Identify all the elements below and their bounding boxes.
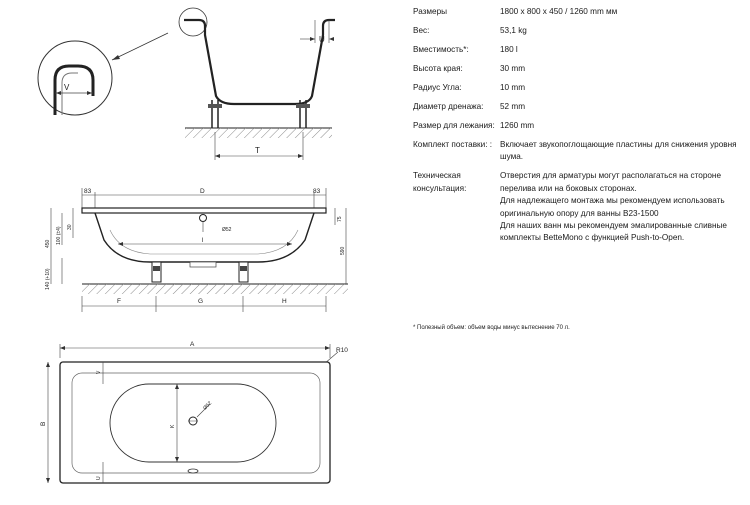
spec-label: Техническая консультация:	[413, 171, 467, 193]
spec-row	[413, 139, 743, 164]
spec-value: 52 mm	[500, 102, 526, 111]
top-view	[40, 341, 348, 483]
top-u-label: U	[96, 476, 102, 480]
side-140-label: 140 (+10)	[45, 268, 51, 290]
side-d52-label: Ø52	[222, 227, 232, 233]
side-83-right: 83	[313, 188, 321, 195]
spec-value-line: Отверстия для арматуры могут располагаться на стороне перелива или на боковых сторонах.	[500, 171, 721, 193]
side-590-label: 590	[340, 246, 346, 255]
side-view	[45, 188, 348, 312]
section-t-label: T	[255, 146, 260, 155]
spec-value: 1260 mm	[500, 121, 535, 130]
spec-label: Комплект поставки: :	[413, 140, 493, 149]
spec-value: 1800 x 800 x 450 / 1260 mm мм	[500, 7, 618, 16]
spec-label: Высота края:	[413, 64, 463, 73]
top-d52-label: Ø52	[202, 400, 214, 412]
section-u-label: U	[319, 35, 325, 44]
spec-label: Вес:	[413, 26, 430, 35]
spec-row	[413, 63, 743, 75]
spec-label: Размер для лежания:	[413, 121, 495, 130]
side-f-label: F	[117, 298, 121, 305]
detail-v-label: V	[64, 83, 70, 92]
spec-label: Вместимость*:	[413, 45, 469, 54]
detail-view	[38, 33, 168, 115]
spec-row	[413, 82, 743, 94]
side-g-label: G	[198, 298, 204, 305]
side-d-label: D	[200, 188, 205, 195]
spec-value-line: Для надлежащего монтажа мы рекомендуем использовать оригинальную опору для ванны B23-1500	[500, 196, 725, 218]
top-a-label: A	[190, 341, 195, 348]
spec-value: 30 mm	[500, 64, 526, 73]
spec-value: 10 mm	[500, 83, 526, 92]
spec-row	[413, 6, 743, 18]
spec-label: Радиус Угла:	[413, 83, 462, 92]
side-h-label: H	[282, 298, 287, 305]
spec-row	[413, 44, 743, 56]
spec-row	[413, 170, 743, 244]
spec-row	[413, 120, 743, 132]
spec-value: 180 l	[500, 45, 518, 54]
spec-row	[413, 101, 743, 113]
spec-value-line: Для наших ванн мы рекомендуем эмалированные сливные комплекты BetteMono с функцией Push-to-Open.	[500, 221, 727, 243]
specifications-table	[413, 6, 743, 251]
spec-label: Диаметр дренажа:	[413, 102, 484, 111]
side-100-label: 100 (±4)	[56, 226, 62, 245]
spec-label: Размеры	[413, 7, 448, 16]
capacity-footnote: * Полезный объем: объем воды минус вытеснение 70 л.	[413, 325, 570, 331]
side-l-label: l	[202, 237, 204, 244]
spec-value: 53,1 kg	[500, 26, 527, 35]
spec-value	[500, 170, 743, 244]
cross-section-view	[179, 8, 335, 160]
spec-value: Включает звукопоглощающие пластины для снижения уровня шума.	[500, 140, 737, 162]
side-450-label: 450	[45, 239, 51, 248]
spec-row	[413, 25, 743, 37]
side-83-left: 83	[84, 188, 92, 195]
side-30-label: 30	[67, 224, 73, 230]
top-b-label: B	[40, 421, 47, 426]
side-75-label: 75	[337, 216, 343, 222]
top-v-label: V	[96, 370, 102, 374]
top-k-label: K	[170, 424, 176, 428]
top-r10-label: R10	[336, 347, 348, 354]
